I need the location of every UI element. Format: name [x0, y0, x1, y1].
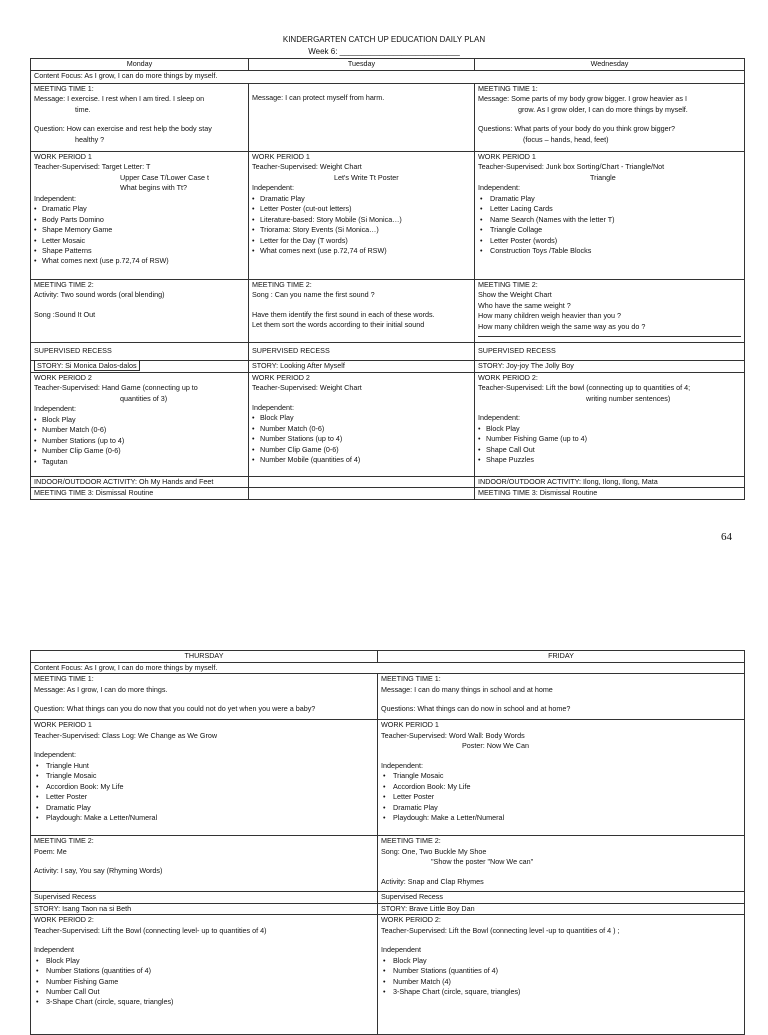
list-item: • Number Stations (quantities of 4) [381, 966, 741, 976]
wp1-title: WORK PERIOD 1 [381, 720, 439, 730]
mt1-message: Message: Some parts of my body grow bigger. I grow heavier as I [478, 94, 687, 104]
wp1-thursday [31, 720, 378, 836]
mt2-title: MEETING TIME 2: [34, 280, 94, 289]
list-item: • Block Play [381, 956, 741, 966]
day-header-thursday: THURSDAY [31, 651, 378, 663]
mt2-title: MEETING TIME 2: [34, 836, 94, 846]
list-item: • Accordion Book: My Life [381, 782, 741, 792]
wp1-title: WORK PERIOD 1 [34, 152, 92, 161]
wp2-independent-label: Independent: [34, 404, 76, 414]
wp1-friday [378, 720, 745, 836]
list-item: • Shape Memory Game [34, 225, 245, 235]
day-header-friday: FRIDAY [378, 651, 745, 663]
mt1-question: Question: How can exercise and rest help the body stay [34, 124, 212, 134]
list-item: • Block Play [34, 415, 245, 425]
mt1-title: MEETING TIME 1: [34, 84, 94, 93]
list-item: • Letter Lacing Cards [478, 204, 741, 214]
mt1-question: Question: What things can you do now that you could not do yet when you were a baby? [34, 704, 316, 714]
list-item: • Triangle Hunt [34, 761, 374, 771]
list-item: • Body Parts Domino [34, 215, 245, 225]
list-item: • Number Fishing Game (up to 4) [478, 434, 741, 444]
mt2-tuesday [249, 280, 475, 343]
wp1-wednesday [475, 152, 745, 280]
wp2-title: WORK PERIOD 2: [478, 373, 538, 382]
list-item: • Tagutan [34, 457, 245, 467]
mt2-line: Who have the same weight ? [478, 300, 571, 310]
wp1-independent-list [381, 771, 741, 823]
list-item: • Number Match (0-6) [34, 425, 245, 435]
mt1-monday [31, 84, 249, 152]
story-wednesday: STORY: Joy-joy The Jolly Boy [475, 361, 745, 373]
wp1-independent-label: Independent: [478, 183, 520, 193]
mt1-friday [378, 674, 745, 720]
wp2-independent-list [34, 956, 374, 1008]
list-item: • Shape Puzzles [478, 455, 741, 465]
mt1-title: MEETING TIME 1: [34, 674, 94, 684]
recess-monday: SUPERVISED RECESS [31, 343, 249, 361]
list-item: • Letter for the Day (T words) [252, 236, 471, 246]
recess-thursday: Supervised Recess [31, 892, 378, 903]
mt1-message: Message: I can protect myself from harm. [252, 93, 385, 102]
list-item: • Number Stations (quantities of 4) [34, 966, 374, 976]
recess-friday: Supervised Recess [378, 892, 745, 903]
list-item: • Playdough: Make a Letter/Numeral [34, 813, 374, 823]
mt2-song: Song: One, Two Buckle My Shoe [381, 846, 487, 856]
mt1-message: Message: I exercise. I rest when I am tired. I sleep on [34, 94, 205, 104]
list-item: • What comes next (use p.72,74 of RSW) [252, 246, 471, 256]
list-item: • Dramatic Play [34, 803, 374, 813]
wp2-title: WORK PERIOD 2 [34, 373, 92, 382]
wp1-independent-label: Independent: [252, 183, 294, 193]
wp1-teacher-supervised: Teacher-Supervised: Target Letter: T [34, 162, 151, 172]
list-item: • Block Play [252, 413, 471, 423]
wp2-title: WORK PERIOD 2: [34, 915, 94, 925]
wp2-ts-cont: writing number sentences) [586, 393, 671, 403]
list-item: • Literature-based: Story Mobile (Si Monica…) [252, 215, 471, 225]
mt1-tuesday [249, 84, 475, 152]
wp2-wednesday [475, 373, 745, 477]
mt2-activity: Activity: Snap and Clap Rhymes [381, 876, 484, 886]
wp2-independent-label: Independent [381, 945, 421, 955]
wp1-teacher-supervised: Teacher-Supervised: Class Log: We Change as We Grow [34, 730, 218, 740]
list-item: • Number Match (4) [381, 977, 741, 987]
wp2-independent-label: Independent [34, 945, 74, 955]
mt2-song: Song : Can you name the first sound ? [252, 290, 375, 300]
mt2-activity: Activity: I say, You say (Rhyming Words) [34, 866, 163, 876]
list-item: • Number Match (0-6) [252, 424, 471, 434]
wp1-teacher-supervised: Teacher-Supervised: Weight Chart [252, 162, 362, 172]
wp1-ts-cont: Upper Case T/Lower Case t [120, 172, 209, 182]
wp2-teacher-supervised: Teacher-Supervised: Hand Game (connecting up to [34, 383, 198, 393]
list-item: • Number Call Out [34, 987, 374, 997]
mt1-question: Questions: What things can do now in school and at home? [381, 704, 571, 714]
wp2-independent-list [34, 415, 245, 467]
wp1-independent-list [34, 204, 245, 267]
mt2-friday [378, 836, 745, 892]
mt1-message-cont: grow. As I grow older, I can do more things by myself. [518, 104, 688, 114]
wp2-teacher-supervised: Teacher-Supervised: Weight Chart [252, 383, 362, 393]
mt1-wednesday [475, 84, 745, 152]
mt2-song: Song :Sound It Out [34, 309, 96, 319]
day-header-tuesday: Tuesday [249, 59, 475, 71]
list-item: • Dramatic Play [252, 194, 471, 204]
wp1-ts-cont: What begins with Tt? [120, 183, 187, 193]
mt2-instruction: Have them identify the first sound in each of these words. [252, 309, 435, 319]
list-item: • Number Stations (up to 4) [34, 436, 245, 446]
list-item: • Number Clip Game (0-6) [34, 446, 245, 456]
mt1-title: MEETING TIME 1: [381, 674, 441, 684]
mt2-monday [31, 280, 249, 343]
story-tuesday: STORY: Looking After Myself [249, 361, 475, 373]
mt2-show-poster: "Show the poster "Now We can" [431, 857, 534, 867]
mt2-instruction: Let them sort the words according to their initial sound [252, 320, 425, 330]
mt2-poem: Poem: Me [34, 846, 67, 856]
recess-wednesday: SUPERVISED RECESS [475, 343, 745, 361]
list-item: • Number Clip Game (0-6) [252, 445, 471, 455]
list-item: • Triorama: Story Events (Si Monica…) [252, 225, 471, 235]
mt2-line: Show the Weight Chart [478, 290, 552, 300]
story-friday: STORY: Brave Little Boy Dan [378, 903, 745, 914]
wp1-ts-cont: Let's Write Tt Poster [334, 172, 399, 182]
story-monday [31, 361, 249, 373]
list-item: • Number Stations (up to 4) [252, 434, 471, 444]
wp1-title: WORK PERIOD 1 [478, 152, 536, 161]
wp1-monday [31, 152, 249, 280]
wp2-ts-cont: quantities of 3) [120, 393, 168, 403]
wp2-independent-list [252, 413, 471, 465]
wp1-ts-cont: Poster: Now We Can [462, 741, 529, 751]
mt2-title: MEETING TIME 2: [381, 836, 441, 846]
week-label: Week 6: ___________________________ [308, 47, 460, 56]
list-item: • What comes next (use p.72,74 of RSW) [34, 256, 245, 266]
list-item: • Letter Poster (cut-out letters) [252, 204, 471, 214]
list-item: • Triangle Mosaic [34, 771, 374, 781]
wp1-tuesday [249, 152, 475, 280]
list-item: • Shape Call Out [478, 445, 741, 455]
wp2-independent-label: Independent: [478, 413, 520, 423]
list-item: • Shape Patterns [34, 246, 245, 256]
wp2-independent-list [478, 424, 741, 466]
list-item: • Construction Toys /Table Blocks [478, 246, 741, 256]
list-item: • Letter Poster [381, 792, 741, 802]
mt1-message: Message: As I grow, I can do more things. [34, 684, 168, 694]
wp1-teacher-supervised: Teacher-Supervised: Word Wall: Body Words [381, 730, 525, 740]
mt1-title: MEETING TIME 1: [478, 84, 538, 93]
wp1-independent-list [478, 194, 741, 257]
mt3-wednesday: MEETING TIME 3: Dismissal Routine [475, 488, 745, 499]
wp2-title: WORK PERIOD 2: [381, 915, 441, 925]
page-number: 64 [721, 531, 732, 543]
wp2-teacher-supervised: Teacher-Supervised: Lift the Bowl (connecting level- up to quantities of 4) [34, 925, 267, 935]
wp1-independent-label: Independent: [34, 750, 76, 760]
wp2-teacher-supervised: Teacher-Supervised: Lift the bowl (connecting up to quantities of 4; [478, 383, 691, 393]
list-item: • Dramatic Play [34, 204, 245, 214]
day-header-wednesday: Wednesday [475, 59, 745, 71]
wp2-title: WORK PERIOD 2 [252, 373, 310, 382]
mt2-title: MEETING TIME 2: [252, 280, 312, 289]
mt2-wednesday [475, 280, 745, 343]
story-thursday: STORY: Isang Taon na si Beth [31, 903, 378, 914]
mt3-monday: MEETING TIME 3: Dismissal Routine [31, 488, 249, 499]
wp2-independent-list [381, 956, 741, 998]
wp2-friday [378, 915, 745, 1035]
indoor-tuesday [249, 477, 475, 488]
mt1-question: Questions: What parts of your body do you think grow bigger? [478, 124, 675, 134]
wp1-teacher-supervised: Teacher-Supervised: Junk box Sorting/Chart - Triangle/Not [478, 162, 665, 172]
wp2-tuesday [249, 373, 475, 477]
list-item: • Letter Poster [34, 792, 374, 802]
mt1-message: Message: I can do many things in school and at home [381, 684, 553, 694]
wp1-independent-label: Independent: [381, 760, 423, 770]
divider [478, 336, 741, 337]
wp2-thursday [31, 915, 378, 1035]
mt2-line: How many children weigh heavier than you ? [478, 311, 622, 321]
mt3-tuesday [249, 488, 475, 499]
list-item: • Dramatic Play [381, 803, 741, 813]
list-item: • Number Fishing Game [34, 977, 374, 987]
wp1-independent-label: Independent: [34, 193, 76, 203]
mt1-thursday [31, 674, 378, 720]
list-item: • Triangle Mosaic [381, 771, 741, 781]
wp2-monday [31, 373, 249, 477]
content-focus: Content Focus: As I grow, I can do more things by myself. [31, 71, 745, 84]
mt1-question-cont: healthy ? [75, 134, 105, 144]
list-item: • 3-Shape Chart (circle, square, triangles) [381, 987, 741, 997]
list-item: • Name Search (Names with the letter T) [478, 215, 741, 225]
list-item: • Accordion Book: My Life [34, 782, 374, 792]
list-item: • Block Play [34, 956, 374, 966]
list-item: • 3-Shape Chart (circle, square, triangles) [34, 997, 374, 1007]
wp1-title: WORK PERIOD 1 [252, 152, 310, 161]
list-item: • Letter Poster (words) [478, 236, 741, 246]
mt2-thursday [31, 836, 378, 892]
list-item: • Letter Mosaic [34, 236, 245, 246]
indoor-wednesday: INDOOR/OUTDOOR ACTIVITY: Ilong, Ilong, Ilong, Mata [475, 477, 745, 488]
list-item: • Block Play [478, 424, 741, 434]
document-title: KINDERGARTEN CATCH UP EDUCATION DAILY PLAN [282, 35, 486, 44]
story-title: STORY: Si Monica Dalos-dalos [34, 361, 140, 372]
recess-tuesday: SUPERVISED RECESS [249, 343, 475, 361]
content-focus: Content Focus: As I grow, I can do more things by myself. [31, 663, 745, 674]
list-item: • Playdough: Make a Letter/Numeral [381, 813, 741, 823]
wp2-teacher-supervised: Teacher-Supervised: Lift the Bowl (connecting level -up to quantities of 4 ) ; [381, 925, 620, 935]
list-item: • Dramatic Play [478, 194, 741, 204]
indoor-monday: INDOOR/OUTDOOR ACTIVITY: Oh My Hands and Feet [31, 477, 249, 488]
wp1-independent-list [252, 194, 471, 257]
mt2-title: MEETING TIME 2: [478, 280, 538, 289]
wp1-ts-cont: Triangle [590, 172, 616, 182]
mt1-message-cont: time. [75, 104, 91, 114]
mt2-activity: Activity: Two sound words (oral blending) [34, 290, 165, 300]
plan-table-mon-wed [30, 58, 745, 500]
wp1-title: WORK PERIOD 1 [34, 720, 92, 730]
day-header-monday: Monday [31, 59, 249, 71]
wp2-independent-label: Independent: [252, 402, 294, 412]
list-item: • Number Mobile (quantities of 4) [252, 455, 471, 465]
wp1-independent-list [34, 761, 374, 824]
plan-table-thu-fri [30, 650, 745, 1035]
mt2-line: How many children weigh the same way as you do ? [478, 321, 646, 331]
list-item: • Triangle Collage [478, 225, 741, 235]
mt1-question-cont: (focus – hands, head, feet) [523, 134, 609, 144]
